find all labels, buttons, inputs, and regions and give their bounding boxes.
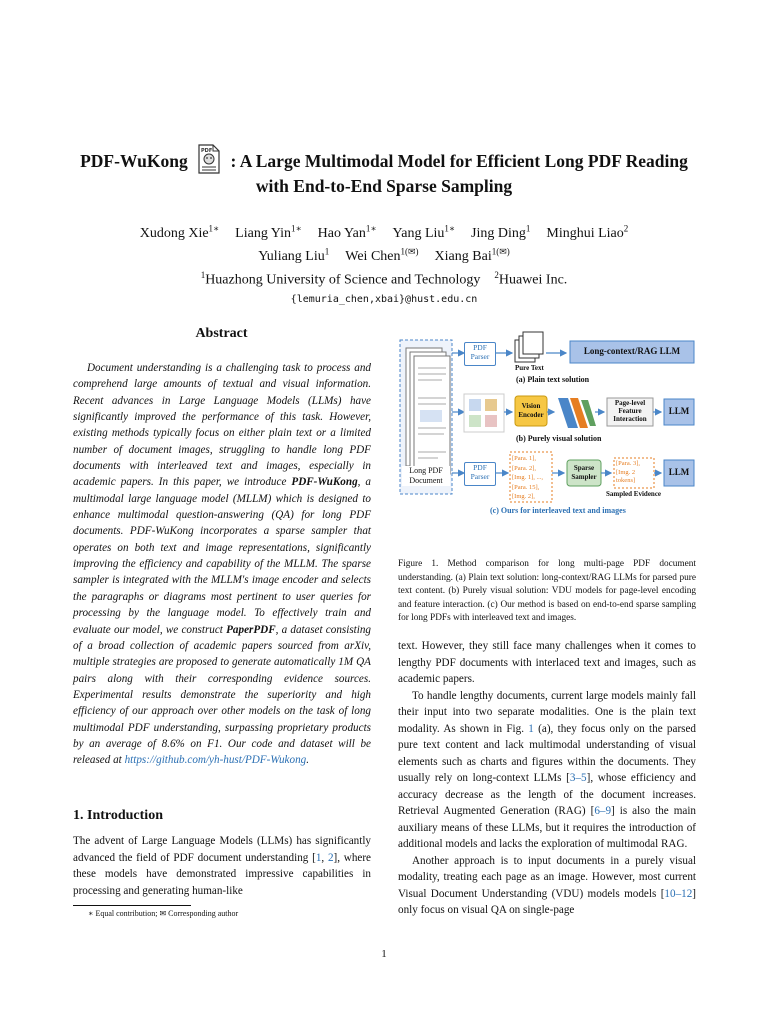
parsed-item: [Para. 2], <box>512 464 537 472</box>
sparse-sampler-box: Sparse Sampler <box>571 464 597 481</box>
rp2-text-d: ] is also the main auxiliary means of these LLMs, but it requires the introduction of additional models and lacks the exploration of multimodal RAG. <box>398 805 696 850</box>
title-main: PDF-WuKong <box>80 151 188 171</box>
llm-box-b: LLM <box>668 406 690 416</box>
author-name: Liang Yin$^{1∗}$ <box>235 223 302 241</box>
abstract-end: . <box>306 754 310 767</box>
author-affil-sup: 1∗ <box>444 223 456 233</box>
pdf-pages-stack <box>406 348 450 474</box>
author-name: Minghui Liao$^2$ <box>546 223 629 241</box>
author-affil-sup: 1∗ <box>208 223 220 233</box>
abstract-text-1: Document understanding is a challenging task to process and comprehend large amounts of textual and visual information. Recent advances in Large Language Models (LLMs) have significantly improved the performance of this task. However, existing methods typically focus on either plain text or a limited number of document images, struggling to handle long PDF documents with interleaved text and images, especially in academic papers. In this paper, we introduce <box>73 362 371 489</box>
figure-caption: Figure 1. Method comparison for long multi-page PDF document understanding. (a) Plain text solution: long-context/RAG LLMs for parsed pure text content. (b) Purely visual solution: VDU models for page-level encoding and feature interaction. (c) Our method is based on end-to-end sparse sampling for long PDFs with interleaved text and images. <box>398 559 696 623</box>
abstract-heading: Abstract <box>195 326 248 341</box>
citation-link[interactable]: 3–5 <box>569 772 587 784</box>
right-paragraph-1: text. However, they still face many challenges when it comes to lengthy PDF documents with interlaced text and images, such as academic papers. <box>398 640 696 685</box>
right-column-text <box>398 638 696 919</box>
citation-link[interactable]: 2 <box>327 851 334 864</box>
intro-text-1: The advent of Large Language Models (LLMs) has significantly advanced the field of PDF document understanding [ <box>73 835 371 864</box>
author-name: Xudong Xie$^{1∗}$ <box>139 223 220 241</box>
pure-text-label: Pure Text <box>515 364 544 372</box>
author-affil-sup: 1 <box>525 223 531 233</box>
affiliations <box>40 266 728 290</box>
footnote-equal: ∗ Equal contribution; <box>88 909 160 918</box>
parsed-item: [Img. 1], ..., <box>512 474 544 482</box>
rp2-text-b: (a), they focus only on the parsed pure text content and lack multimodal understanding of visual elements such as charts and figures within the documents. They usually rely on long-context LLMs [ <box>398 722 697 784</box>
sampled-item: tokens] <box>616 477 636 484</box>
intro-heading: 1. Introduction <box>73 808 163 823</box>
right-paragraph-2 <box>398 688 696 853</box>
figure-ref-link[interactable]: 1 <box>528 722 534 735</box>
affiliation-1: Huazhong University of Science and Technology <box>205 272 481 288</box>
sampled-evidence-label: Sampled Evidence <box>606 490 662 498</box>
intro-paragraph <box>73 833 371 899</box>
svg-text:PDF: PDF <box>201 148 213 154</box>
subcaption-c: (c) Ours for interleaved text and images <box>490 506 626 515</box>
title-rest-line1: : A Large Multimodal Model for Efficient Long PDF Reading <box>230 151 688 171</box>
author-name: Xiang Bai$^{1(✉)}$ <box>434 246 510 265</box>
citation-link[interactable]: 10–12 <box>664 887 693 900</box>
long-context-llm-box: Long-context/RAG LLM <box>583 346 681 356</box>
author-affil-sup: 1∗ <box>365 223 377 233</box>
author-affil-sup: 1(✉) <box>491 246 510 257</box>
pdf-parser-box-a: PDF Parser <box>464 342 496 366</box>
footnote-rule <box>73 905 191 906</box>
parsed-item: [Img. 2], <box>512 493 535 501</box>
author-name: Wei Chen$^{1(✉)}$ <box>345 246 419 265</box>
llm-box-c: LLM <box>668 467 690 477</box>
github-link[interactable]: https://github.com/yh-hust/PDF-Wukong <box>124 754 307 767</box>
right-paragraph-3 <box>398 853 696 919</box>
subcaption-b: (b) Purely visual solution <box>516 434 602 443</box>
rp2-text-a: To handle lengthy documents, current large models mainly fall their input into two separate modalities. One is the plain text modality. As shown in Fig. <box>398 689 696 735</box>
authors-line1 <box>40 219 728 243</box>
abstract-bold-paperpdf: PaperPDF <box>226 623 276 636</box>
page-number: 1 <box>381 948 387 960</box>
author-affil-sup: 1∗ <box>291 223 302 233</box>
abstract-text-2: , a multimodal large language model (MLLM) which is designed to enhance multimodal question-answering (QA) for long PDF documents. PDF-WuKong incorporates a sparse sampler that operates on both text and image representations, significantly improving the efficiency and capability of the MLLM. The sparse sampler is integrated with the MLLM's image encoder and selects the paragraphs or diagrams most pertinent to user queries for processing by the language model. To effectively train and evaluate our model, we construct <box>73 476 371 636</box>
author-affil-sup: 1 <box>324 246 330 257</box>
long-pdf-label: Long PDF Document <box>402 466 450 486</box>
author-affil-sup: 1(✉) <box>400 246 419 257</box>
abstract-bold-wukong: PDF-WuKong <box>291 476 358 489</box>
sampled-item: [Img. 2 <box>616 468 636 476</box>
author-name: Yuliang Liu$^1$ <box>258 246 330 265</box>
wukong-logo-icon <box>196 144 222 174</box>
abstract-text-3: , a dataset consisting of a broad collection of academic papers sourced from arXiv, multiple strategies are proposed to generate automatically 1M QA pairs along with their corresponding evidence sources. Experimental results demonstrate the superiority and high efficiency of our approach over other models on the task of long multimodal PDF understanding, surpassing proprietary products by an average of 8.6% on F1. Our code and dataset will be released at <box>73 623 371 767</box>
author-name: Yang Liu$^{1∗}$ <box>392 223 456 241</box>
author-affil-sup: 2 <box>623 223 629 233</box>
footnote-corresponding: ✉ Corresponding author <box>159 909 239 918</box>
vision-encoder-box: Vision Encoder <box>518 402 544 419</box>
subcaption-a: (a) Plain text solution <box>516 375 590 384</box>
intro-sep: , <box>321 851 328 864</box>
sampled-items-list <box>616 460 640 486</box>
author-name: Hao Yan$^{1∗}$ <box>317 223 377 241</box>
citation-link[interactable]: 1 <box>315 851 322 864</box>
parsed-item: [Para. 1], <box>512 455 537 462</box>
rp3-text-a: Another approach is to input documents in a purely visual modality, treating each page as an image. However, most current Visual Document Understanding (VDU) models models [ <box>398 854 696 900</box>
affiliation-2: Huawei Inc. <box>498 272 568 288</box>
email-address: {lemuria_chen,xbai}@hust.edu.cn <box>290 293 478 305</box>
figure-1 <box>398 328 698 524</box>
author-block <box>40 219 728 309</box>
abstract-body <box>73 360 371 769</box>
parsed-item: [Para. 15], <box>512 483 540 491</box>
rp2-text-c: ], whose efficiency and accuracy decrease as the length of the document increases. Retrieval Augmented Generation (RAG) [ <box>398 772 697 817</box>
page-level-interaction-box: Page-level Feature Interaction <box>613 399 647 423</box>
authors-line2 <box>40 243 728 267</box>
pdf-parser-box-c: PDF Parser <box>464 462 496 486</box>
paper-title <box>40 144 728 198</box>
affil2-sup: 2 <box>494 270 499 281</box>
title-line2: with End-to-End Sparse Sampling <box>255 176 513 196</box>
footnote <box>88 909 238 918</box>
author-name: Jing Ding$^1$ <box>471 223 531 241</box>
citation-link[interactable]: 6–9 <box>594 805 612 817</box>
rp3-text-b: ] only focus on visual QA on single-page <box>398 887 696 916</box>
parsed-items-list <box>512 454 543 502</box>
intro-text-2: ], where these models have demonstrated impressive capabilities in processing and generating human-like <box>73 851 371 897</box>
affil1-sup: 1 <box>200 270 206 281</box>
sampled-item: [Para. 3], <box>616 460 641 467</box>
